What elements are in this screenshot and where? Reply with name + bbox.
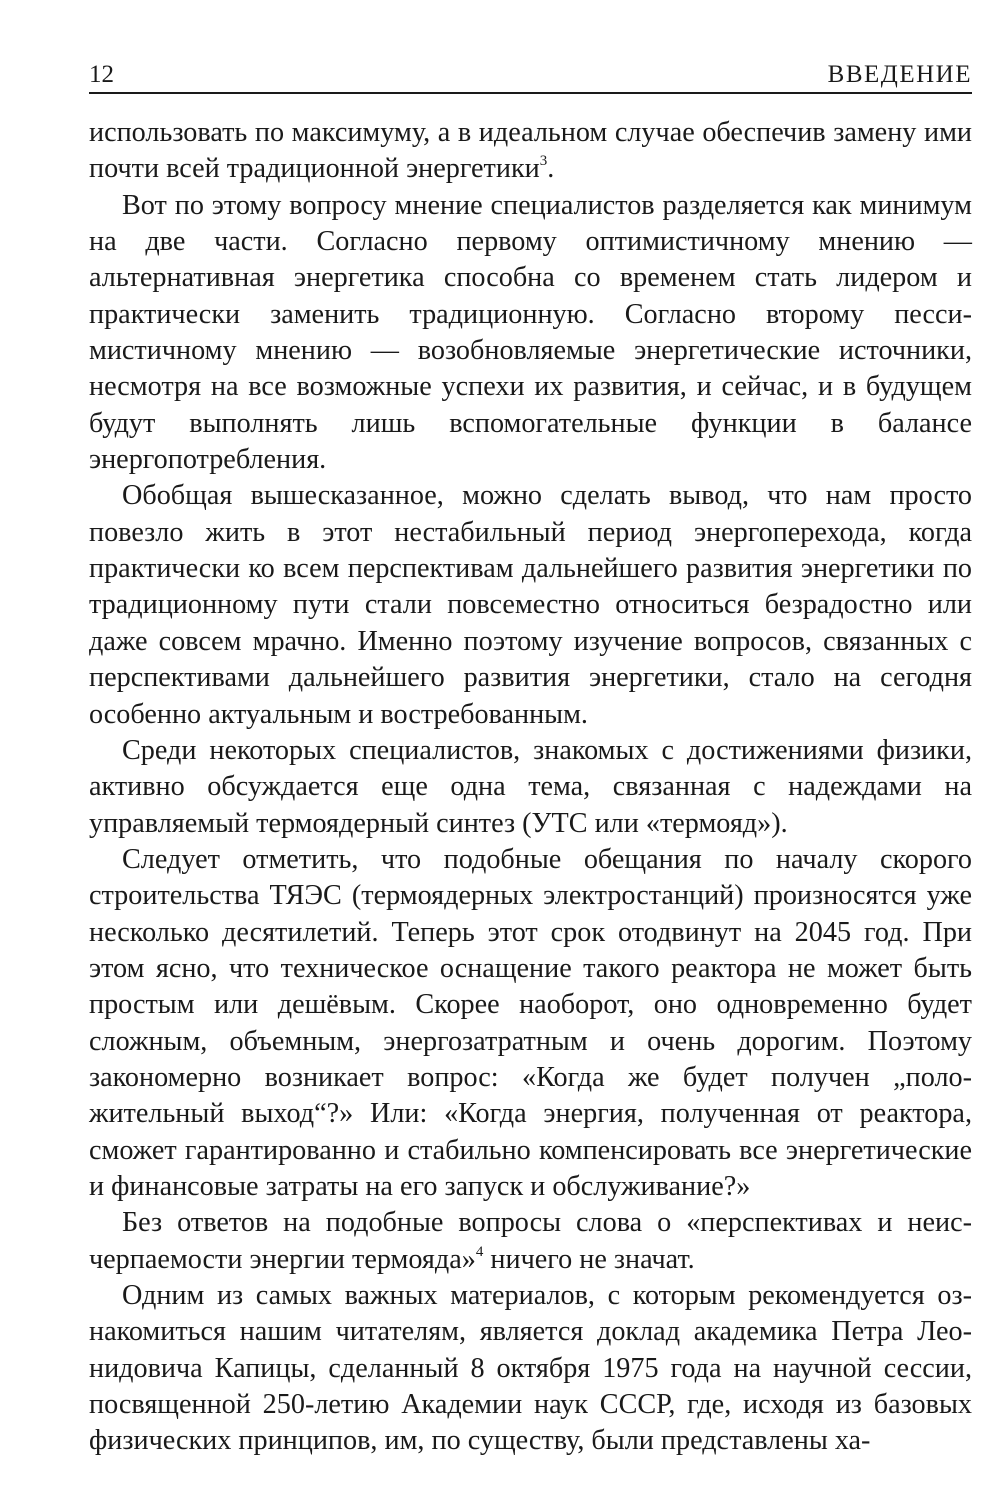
paragraph-2: Вот по этому вопросу мнение специалистов разделяется как минимум на две части. Согласно первому оптимистичному мнению — альтернативная энергетика способна со временем стать лидером и практически заменить традиционную. Согласно второму пессимистичному мнению — возобновляемые энергетические источники, несмотря на все возможные успехи их развития, и сейчас, и в будущем будут выполнять лишь вспомогательные функции в балансе энергопотребления. bbox=[89, 189, 972, 476]
book-page bbox=[89, 58, 972, 1460]
paragraph-7: Одним из самых важных материалов, с которым рекомендуется ознакомиться нашим читателям, является доклад академика Петра Леонидовича Капицы, сделанный 8 октября 1975 года на научной сессии, посвященной 250-летию Академии наук СССР, где, исходя из базовых физических принципов, им, по существу, были представлены ха- bbox=[89, 1280, 972, 1457]
page-number: 12 bbox=[89, 61, 114, 88]
paragraph-4: Среди некоторых специалистов, знакомых с достижениями физики, активно обсуждается еще одна тема, связанная с надеждами на управляемый термоядерный синтез (УТС или «термояд»). bbox=[89, 734, 972, 839]
body-text bbox=[89, 115, 972, 1460]
paragraph-text-end: . bbox=[547, 153, 555, 185]
footnote-marker: 4 bbox=[475, 1243, 484, 1260]
paragraph-text-end: ничего не значат. bbox=[483, 1243, 695, 1275]
chapter-title: ВВЕДЕНИЕ bbox=[827, 61, 972, 88]
paragraph-6 bbox=[89, 1205, 972, 1278]
paragraph-5: Следует отметить, что подобные обещания по началу скорого строительства ТЯЭС (термоядерных электростанций) произносятся уже несколько десятилетий. Теперь этот срок отодвинут на 2045 год. При этом ясно, что техническое оснащение такого реактора не может быть простым или дешёвым. Скорее наоборот, оно одновременно будет сложным, объемным, энергозатратным и очень дорогим. Поэтому закономерно возникает вопрос: «Когда же будет получен „положительный выход“?» Или: «Когда энергия, полученная от реактора, сможет гарантированно и стабильно компенсировать все энергетические и финансовые затраты на его запуск и обслуживание?» bbox=[89, 843, 972, 1202]
paragraph-3: Обобщая вышесказанное, можно сделать вывод, что нам просто повезло жить в этот нестабильный период энергоперехода, когда практически ко всем перспективам дальнейшего развития энергетики по традиционному пути стали повсеместно относиться безрадостно или даже совсем мрачно. Именно поэтому изучение вопросов, связанных с перспективами дальнейшего развития энергетики, стало на сегодня особенно актуальным и востребованным. bbox=[89, 480, 972, 730]
paragraph-text: использовать по максимуму, а в идеальном случае обеспечив замену ими почти всей традиционной энергетики bbox=[89, 117, 972, 185]
paragraph-1 bbox=[89, 115, 972, 188]
running-header bbox=[89, 58, 972, 94]
paragraph-text: Без ответов на подобные вопросы слова о «перспективах и неисчерпаемости энергии термояда» bbox=[89, 1207, 972, 1275]
footnote-marker: 3 bbox=[539, 153, 548, 170]
